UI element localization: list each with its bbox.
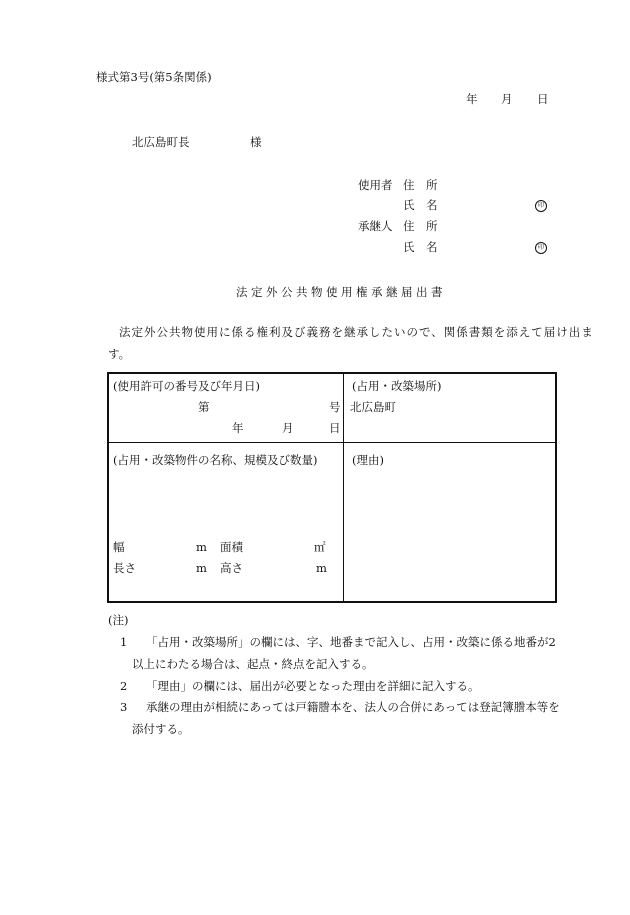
successor-name-label: 氏 名 [403,240,438,254]
note-1-line-1: 「占用・改築場所」の欄には、字、地番まで記入し、占用・改築に係る地番が2 [146,635,556,649]
permit-day: 日 [329,421,341,435]
successor-seal-icon: 印 [535,242,547,254]
length-label: 長さ [113,561,136,575]
note-2-number: 2 [120,679,128,693]
date-month: 月 [501,92,513,106]
height-label: 高さ [220,561,243,575]
note-3-line-1: 承継の理由が相続にあっては戸籍謄本を、法人の合併にあっては登記簿謄本等を [146,700,560,714]
note-3-line-2: 添付する。 [132,722,190,736]
notes-heading: (注) [108,613,129,627]
permit-no-suffix: 号 [329,400,341,414]
successor-role: 承継人 [358,219,393,233]
addressee-name: 北広島町長 [132,135,190,149]
permit-no-prefix: 第 [198,400,210,414]
body-line-2: す。 [108,347,131,361]
date-year: 年 [466,92,478,106]
date-day: 日 [537,92,549,106]
user-address-label: 住 所 [403,178,438,192]
permit-label: (使用許可の番号及び年月日) [113,379,260,393]
object-label: (占用・改築物件の名称、規模及び数量) [113,453,318,467]
location-label: (占用・改築場所) [352,379,442,393]
note-3-number: 3 [120,700,128,714]
user-name-label: 氏 名 [403,198,438,212]
note-2-line-1: 「理由」の欄には、届出が必要となった理由を詳細に記入する。 [146,679,480,693]
addressee-honorific: 様 [250,135,262,149]
form-number: 様式第3号(第5条関係) [96,70,212,84]
permit-year: 年 [232,421,244,435]
note-1-line-2: 以上にわたる場合は、起点・終点を記入する。 [132,657,374,671]
user-role: 使用者 [358,178,393,192]
area-unit: ㎡ [314,540,326,554]
reason-label: (理由) [352,453,384,467]
body-line-1: 法定外公共物使用に係る権利及び義務を継承したいので、関係書類を添えて届け出ま [119,325,594,339]
location-value: 北広島町 [350,400,396,414]
document-title: 法定外公共物使用権承継届出書 [236,285,446,299]
width-label: 幅 [113,540,125,554]
user-seal-icon: 印 [535,200,547,212]
length-unit: m [196,561,207,575]
note-1-number: 1 [120,635,128,649]
table-horizontal-divider [107,442,557,443]
area-label: 面積 [220,540,243,554]
width-unit: m [196,540,207,554]
height-unit: m [316,561,327,575]
successor-address-label: 住 所 [403,219,438,233]
table-vertical-divider [343,372,344,603]
permit-month: 月 [282,421,294,435]
